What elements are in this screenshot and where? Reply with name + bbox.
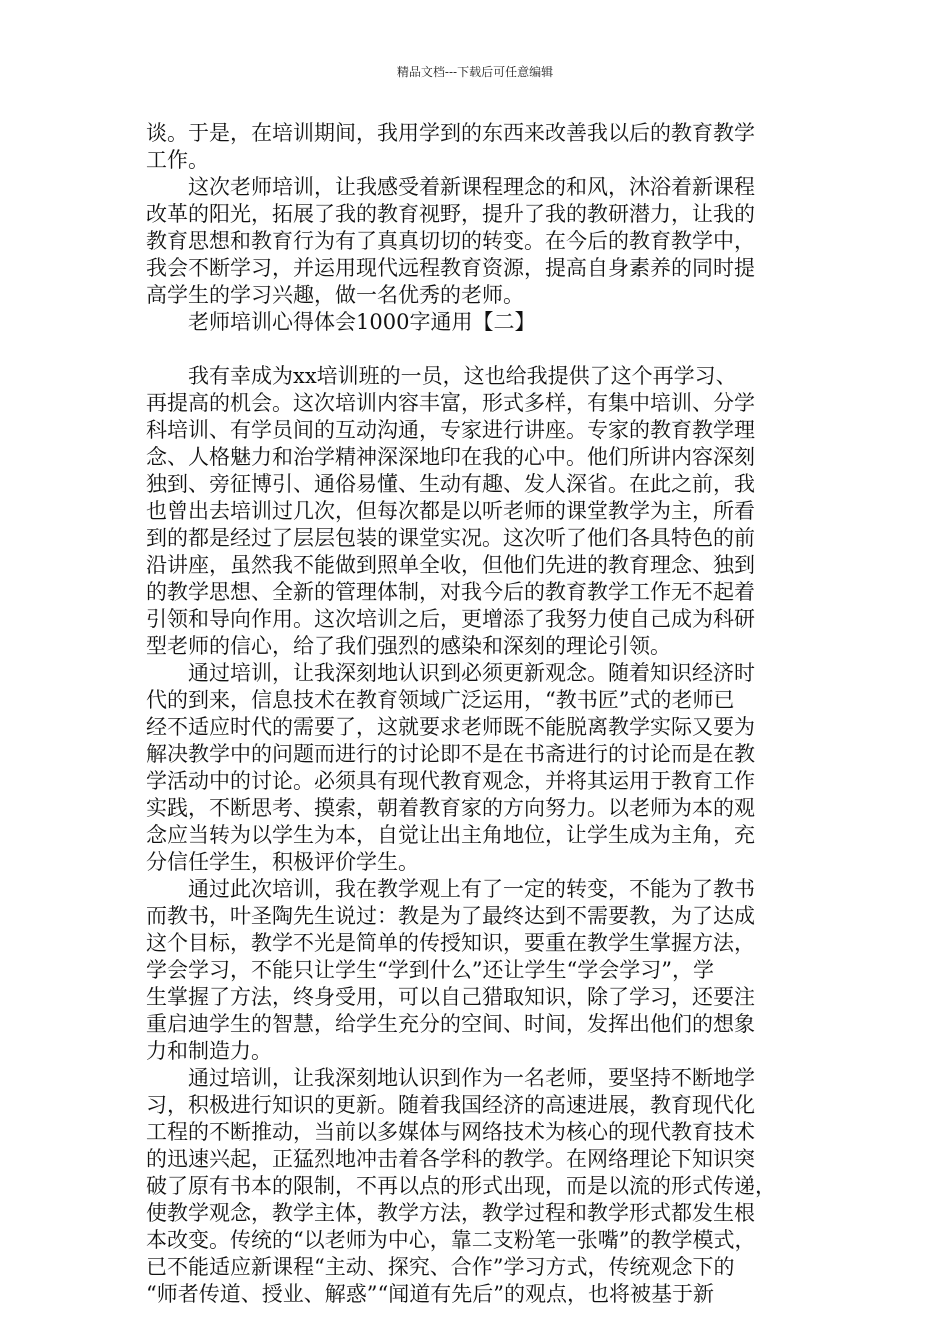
text-line: 工程的不断推动，当前以多媒体与网络技术为核心的现代教育技术 — [146, 1120, 755, 1144]
text-line: 念、人格魅力和治学精神深深地印在我的心中。他们所讲内容深刻 — [146, 445, 755, 469]
text-line: 高学生的学习兴趣，做一名优秀的老师。 — [146, 283, 524, 307]
text-line: 习，积极进行知识的更新。随着我国经济的高速进展，教育现代化 — [146, 1093, 755, 1117]
text-line: 通过培训，让我深刻地认识到作为一名老师，要坚持不断地学 — [146, 1066, 755, 1090]
text-line: 也曾出去培训过几次，但每次都是以听老师的课堂教学为主，所看 — [146, 499, 755, 523]
document-body — [146, 120, 811, 1308]
text-line: 分信任学生，积极评价学生。 — [146, 850, 419, 874]
text-line: 实践，不断思考、摸索，朝着教育家的方向努力。以老师为本的观 — [146, 796, 755, 820]
text-line: 的迅速兴起，正猛烈地冲击着各学科的教学。在网络理论下知识突 — [146, 1147, 755, 1171]
text-line: 沿讲座，虽然我不能做到照单全收，但他们先进的教育理念、独到 — [146, 553, 755, 577]
text-line: 老师培训心得体会1000字通用【二】 — [146, 310, 536, 334]
text-line: 破了原有书本的限制，不再以点的形式出现，而是以流的形式传递， — [146, 1174, 776, 1198]
text-line: 引领和导向作用。这次培训之后，更增添了我努力使自己成为科研 — [146, 607, 755, 631]
text-line: 念应当转为以学生为本，自觉让出主角地位，让学生成为主角，充 — [146, 823, 755, 847]
text-line: 的教学思想、全新的管理体制，对我今后的教育教学工作无不起着 — [146, 580, 755, 604]
page-header: 精品文档---下载后可任意编辑 — [396, 65, 554, 79]
text-line: 已不能适应新课程“主动、探究、合作”学习方式，传统观念下的 — [146, 1255, 735, 1279]
text-line: 教育思想和教育行为有了真真切切的转变。在今后的教育教学中， — [146, 229, 755, 253]
text-line: 重启迪学生的智慧，给学生充分的空间、时间，发挥出他们的想象 — [146, 1012, 755, 1036]
text-line: 型老师的信心，给了我们强烈的感染和深刻的理论引领。 — [146, 634, 671, 658]
text-line: 学会学习，不能只让学生“学到什么”还让学生“学会学习”，学 — [146, 958, 714, 982]
text-line: 力和制造力。 — [146, 1039, 272, 1063]
text-line: 本改变。传统的“以老师为中心，靠二支粉笔一张嘴”的教学模式， — [146, 1228, 756, 1252]
text-line: 我有幸成为xx培训班的一员，这也给我提供了这个再学习、 — [146, 364, 737, 388]
text-line: 科培训、有学员间的互动沟通，专家进行讲座。专家的教育教学理 — [146, 418, 755, 442]
text-line: 工作。 — [146, 148, 209, 172]
text-line: 我会不断学习，并运用现代远程教育资源，提高自身素养的同时提 — [146, 256, 755, 280]
text-line: 代的到来，信息技术在教育领域广泛运用，“教书匠”式的老师已 — [146, 688, 735, 712]
text-line: 这次老师培训，让我感受着新课程理念的和风，沐浴着新课程 — [146, 175, 755, 199]
text-line: 谈。于是，在培训期间，我用学到的东西来改善我以后的教育教学 — [146, 121, 755, 145]
text-line: 改革的阳光，拓展了我的教育视野，提升了我的教研潜力，让我的 — [146, 202, 755, 226]
text-line: 而教书，叶圣陶先生说过：教是为了最终达到不需要教，为了达成 — [146, 904, 755, 928]
text-line: 再提高的机会。这次培训内容丰富，形式多样，有集中培训、分学 — [146, 391, 755, 415]
text-line: 学活动中的讨论。必须具有现代教育观念，并将其运用于教育工作 — [146, 769, 755, 793]
text-line: “师者传道、授业、解惑”“闻道有先后”的观点，也将被基于新 — [146, 1282, 714, 1306]
text-line: 解决教学中的问题而进行的讨论即不是在书斋进行的讨论而是在教 — [146, 742, 755, 766]
text-line: 通过培训，让我深刻地认识到必须更新观念。随着知识经济时 — [146, 661, 755, 685]
text-line: 这个目标，教学不光是简单的传授知识，要重在教学生掌握方法， — [146, 931, 755, 955]
text-line: 到的都是经过了层层包装的课堂实况。这次听了他们各具特色的前 — [146, 526, 755, 550]
text-line: 经不适应时代的需要了，这就要求老师既不能脱离教学实际又要为 — [146, 715, 755, 739]
blank-line — [146, 336, 811, 363]
text-line: 生掌握了方法，终身受用，可以自己猎取知识，除了学习，还要注 — [146, 985, 755, 1009]
text-line: 独到、旁征博引、通俗易懂、生动有趣、发人深省。在此之前，我 — [146, 472, 755, 496]
text-line: 通过此次培训，我在教学观上有了一定的转变，不能为了教书 — [146, 877, 755, 901]
text-line: 使教学观念，教学主体，教学方法，教学过程和教学形式都发生根 — [146, 1201, 755, 1225]
